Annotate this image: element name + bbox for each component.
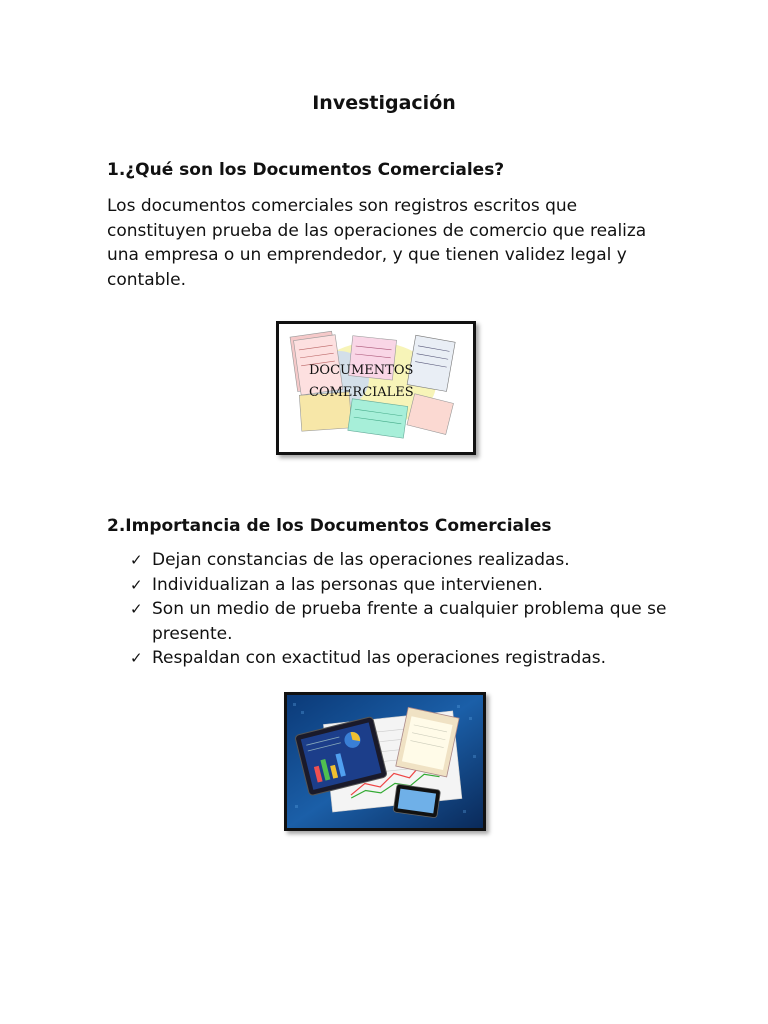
section-1-paragraph: Los documentos comerciales son registros escritos que constituyen prueba de las operaciones de comercio que realiza una empresa o un emprendedor, y que tienen validez legal y contable. (107, 196, 647, 290)
section-2-heading: 2.Importancia de los Documentos Comerciales (107, 516, 552, 536)
list-item-text: Individualizan a las personas que intervienen. (152, 574, 543, 595)
list-item-text: Respaldan con exactitud las operaciones registradas. (152, 648, 607, 668)
business-documents-image (284, 692, 486, 831)
list-item (130, 597, 690, 646)
documents-illustration (279, 324, 473, 452)
check-icon: ✓ (130, 600, 143, 618)
tablet-documents-illustration (287, 695, 483, 828)
list-item (130, 573, 690, 598)
section-1-heading: 1.¿Qué son los Documentos Comerciales? (107, 160, 505, 180)
image-text-documentos: DOCUMENTOS (309, 363, 414, 378)
check-icon: ✓ (130, 575, 143, 594)
documentos-comerciales-image (276, 321, 476, 455)
list-item (130, 548, 690, 573)
list-item-text: Son un medio de prueba frente a cualquier problema que se presente. (152, 599, 667, 644)
importance-checklist (130, 548, 690, 671)
list-item-text: Dejan constancias de las operaciones realizadas. (152, 550, 570, 570)
page-title: Investigación (312, 92, 456, 114)
list-item (130, 646, 690, 671)
check-icon: ✓ (130, 649, 143, 667)
check-icon: ✓ (130, 551, 143, 569)
image-text-comerciales: COMERCIALES (309, 385, 414, 400)
